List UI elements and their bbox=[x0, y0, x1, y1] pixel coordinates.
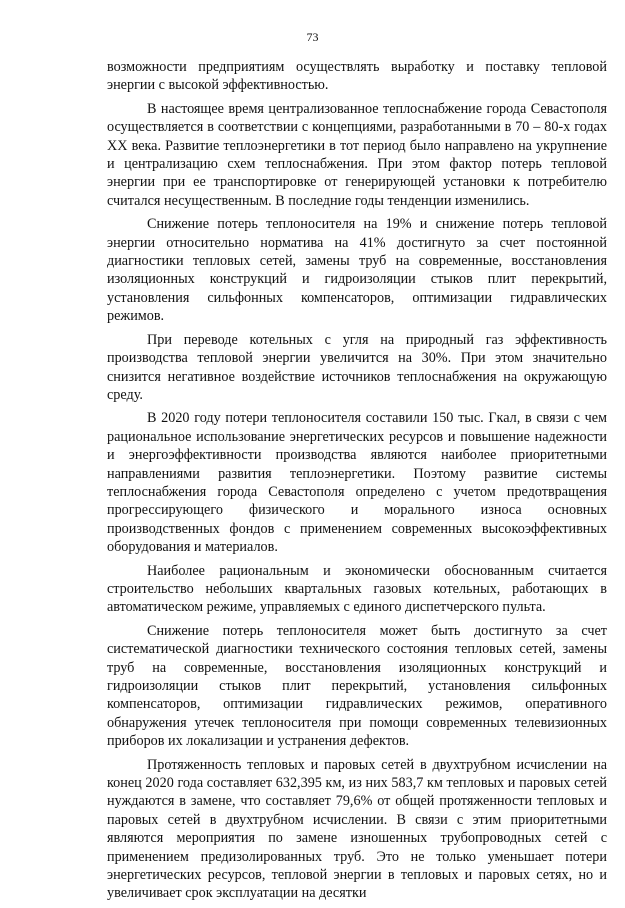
paragraph-1: возможности предприятиям осуществлять выработку и поставку тепловой энергии с высокой эффективностью. bbox=[107, 59, 607, 94]
paragraph-2: В настоящее время централизованное теплоснабжение города Севастополя осуществляется в соответствии с концепциями, разработанными в 70 – 80-х годах XX века. Развитие теплоэнергетики в тот период было направлено на укрупнение и централизацию схем теплоснабжения. При этом фактор потерь тепловой энергии при ее транспортировке от генерирующей установки к потребителю считался несущественным. В последние годы тенденции изменились. bbox=[107, 100, 607, 209]
paragraph-7: Снижение потерь теплоносителя может быть достигнуто за счет систематической диагностики технического состояния тепловых сетей, замены труб на современные, восстановления изоляционных конструкций и гидроизоляции стыков плит перекрытий, установления сильфонных компенсаторов, оптимизации гидравлических режимов, оперативного обнаружения утечек теплоносителя при помощи современных телевизионных приборов их локализации и устранения дефектов. bbox=[107, 622, 607, 750]
paragraph-3: Снижение потерь теплоносителя на 19% и снижение потерь тепловой энергии относительно норматива на 41% достигнуто за счет постоянной диагностики тепловых сетей, замены труб на современные, восстановления изоляционных конструкций и гидроизоляции стыков плит перекрытий, установления сильфонных компенсаторов, оптимизации гидравлических режимов. bbox=[107, 216, 607, 325]
paragraph-8: Протяженность тепловых и паровых сетей в двухтрубном исчислении на конец 2020 года составляет 632,395 км, из них 583,7 км тепловых и паровых сетей нуждаются в замене, что составляет 79,6% от общей протяженности тепловых и паровых сетей в двухтрубном исчислении. В связи с этим приоритетными являются мероприятия по замене изношенных трубопроводных сетей с применением предизолированных труб. Это не только уменьшает потери энергетических ресурсов, тепловой энергии в тепловых и паровых сетях, но и увеличивает срок эксплуатации на десятки bbox=[107, 756, 607, 902]
paragraph-4: При переводе котельных с угля на природный газ эффективность производства тепловой энергии увеличится на 30%. При этом значительно снизится негативное воздействие источников теплоснабжения на окружающую среду. bbox=[107, 331, 607, 403]
page-number: 73 bbox=[306, 30, 319, 44]
document-body bbox=[107, 58, 607, 908]
paragraph-6: Наиболее рациональным и экономически обоснованным считается строительство небольших квартальных газовых котельных, работающих в автоматическом режиме, управляемых с единого диспетчерского пульта. bbox=[107, 562, 607, 616]
paragraph-5: В 2020 году потери теплоносителя составили 150 тыс. Гкал, в связи с чем рациональное использование энергетических ресурсов и повышение надежности и энергоэффективности производства являются наиболее приоритетными направлениями развития теплоэнергетики. Поэтому развитие системы теплоснабжения города Севастополя определено с учетом предотвращения прогрессирующего физического и морального износа основных производственных фондов с применением современных высокоэффективных оборудования и материалов. bbox=[107, 410, 607, 556]
